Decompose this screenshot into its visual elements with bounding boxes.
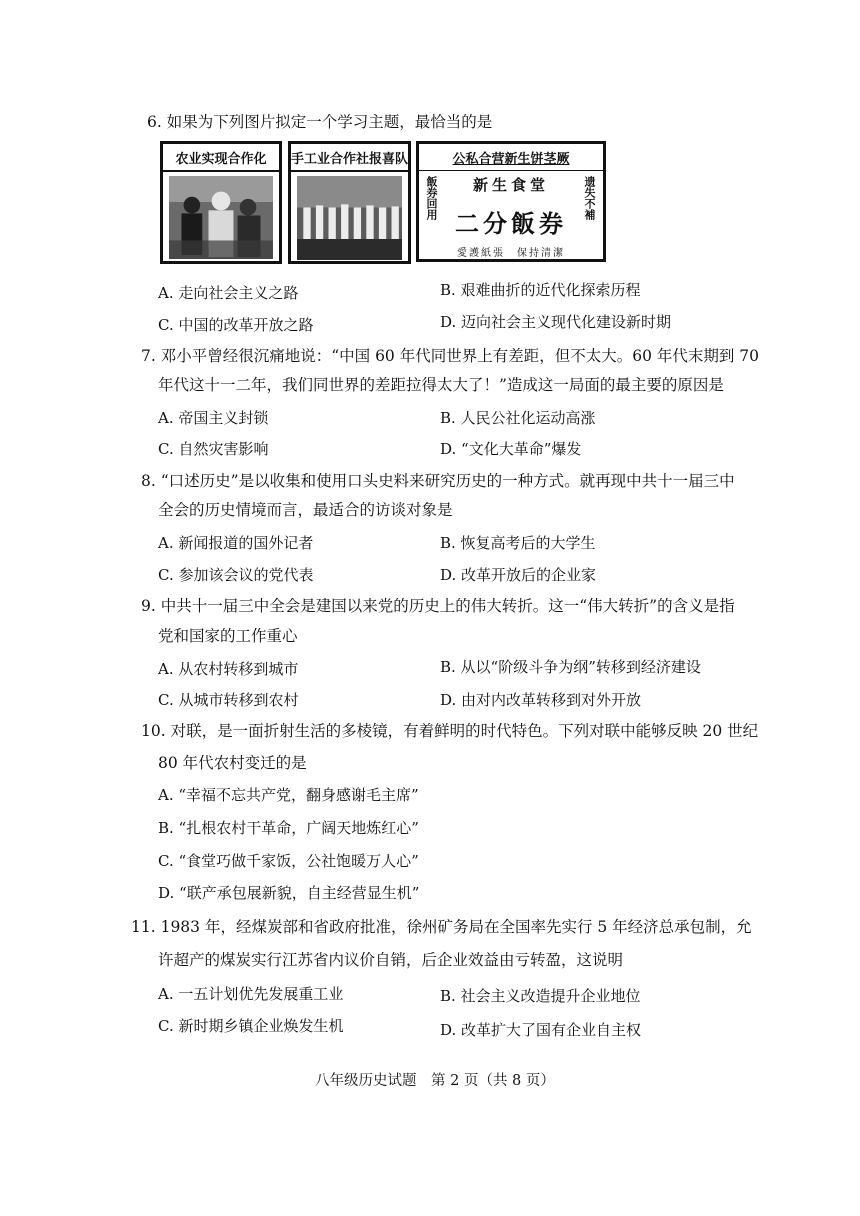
q7-stem-line-2: 年代这十一二年，我们同世界的差距拉得太大了！”造成这一局面的最主要的原因是: [158, 376, 724, 394]
q6-image-2: [288, 141, 411, 264]
q11-option-a: A. 一五计划优先发展重工业: [158, 985, 344, 1003]
page-footer: 八年级历史试题 第 2 页（共 8 页）: [315, 1073, 555, 1089]
q6-image-2-caption: 手工业合作社报喜队: [291, 144, 408, 172]
q9-option-b: B. 从以“阶级斗争为纲”转移到经济建设: [440, 658, 701, 676]
q6-option-b: B. 艰难曲折的近代化探索历程: [440, 281, 641, 299]
q6-stem: 6. 如果为下列图片拟定一个学习主题，最恰当的是: [147, 113, 493, 131]
parade-photo-icon: [297, 176, 402, 260]
farmers-photo-icon: [169, 176, 273, 259]
q6-image-1-caption: 农业实现合作化: [163, 144, 279, 172]
q10-option-b: B. “扎根农村干革命，广阔天地炼红心”: [158, 819, 419, 837]
q7-option-b: B. 人民公社化运动高涨: [440, 409, 596, 427]
q8-option-d: D. 改革开放后的企业家: [440, 566, 597, 584]
q7-option-c: C. 自然灾害影响: [158, 440, 269, 458]
q6-image-3-caption: 公私合营新生饼茎厥: [419, 144, 603, 171]
q8-stem-line-2: 全会的历史情境而言，最适合的访谈对象是: [158, 501, 453, 519]
q11-option-b: B. 社会主义改造提升企业地位: [440, 987, 641, 1005]
q11-option-c: C. 新时期乡镇企业焕发生机: [158, 1017, 344, 1035]
q8-option-c: C. 参加该会议的党代表: [158, 566, 314, 584]
q6-option-a: A. 走向社会主义之路: [158, 284, 299, 302]
q10-stem-line-2: 80 年代农村变迁的是: [158, 754, 307, 772]
ticket-canteen-name: 新生食堂: [472, 176, 549, 194]
q7-stem-line-1: 7. 邓小平曾经很沉痛地说：“中国 60 年代同世界上有差距，但不太大。60 年代末期到 70: [141, 347, 760, 365]
q6-image-3-meal-ticket: [416, 141, 606, 262]
ticket-right-text: 遗失不補: [583, 176, 596, 220]
q11-stem-line-1: 11. 1983 年，经煤炭部和省政府批准，徐州矿务局在全国率先实行 5 年经济总承包制，允: [131, 918, 752, 936]
ticket-left-text: 飯券回用: [425, 176, 438, 220]
q9-stem-line-1: 9. 中共十一届三中全会是建国以来党的历史上的伟大转折。这一“伟大转折”的含义是指: [141, 597, 735, 615]
q10-option-d: D. “联产承包展新貌，自主经营显生机”: [158, 884, 420, 902]
q7-option-a: A. 帝国主义封锁: [158, 409, 269, 427]
q6-option-c: C. 中国的改革开放之路: [158, 316, 314, 334]
ticket-slogan: 愛護紙張 保持清潔: [457, 248, 565, 259]
q7-option-d: D. “文化大革命”爆发: [440, 440, 582, 458]
q9-option-d: D. 由对内改革转移到对外开放: [440, 691, 642, 709]
q10-option-c: C. “食堂巧做千家饭，公社饱暖万人心”: [158, 852, 419, 870]
q6-image-1: [160, 141, 282, 264]
q8-option-a: A. 新闻报道的国外记者: [158, 534, 314, 552]
q10-option-a: A. “幸福不忘共产党，翻身感谢毛主席”: [158, 786, 419, 804]
q9-stem-line-2: 党和国家的工作重心: [158, 627, 298, 645]
q8-stem-line-1: 8. “口述历史”是以收集和使用口头史料来研究历史的一种方式。就再现中共十一届三中: [141, 472, 735, 490]
ticket-amount: 二分飯券: [455, 209, 567, 238]
q11-option-d: D. 改革扩大了国有企业自主权: [440, 1021, 642, 1039]
q10-stem-line-1: 10. 对联，是一面折射生活的多棱镜，有着鲜明的时代特色。下列对联中能够反映 20 世纪: [141, 722, 759, 740]
q9-option-a: A. 从农村转移到城市: [158, 660, 299, 678]
q9-option-c: C. 从城市转移到农村: [158, 691, 299, 709]
q8-option-b: B. 恢复高考后的大学生: [440, 534, 596, 552]
q6-option-d: D. 迈向社会主义现代化建设新时期: [440, 313, 672, 331]
q11-stem-line-2: 许超产的煤炭实行江苏省内议价自销，后企业效益由亏转盈，这说明: [158, 951, 624, 969]
